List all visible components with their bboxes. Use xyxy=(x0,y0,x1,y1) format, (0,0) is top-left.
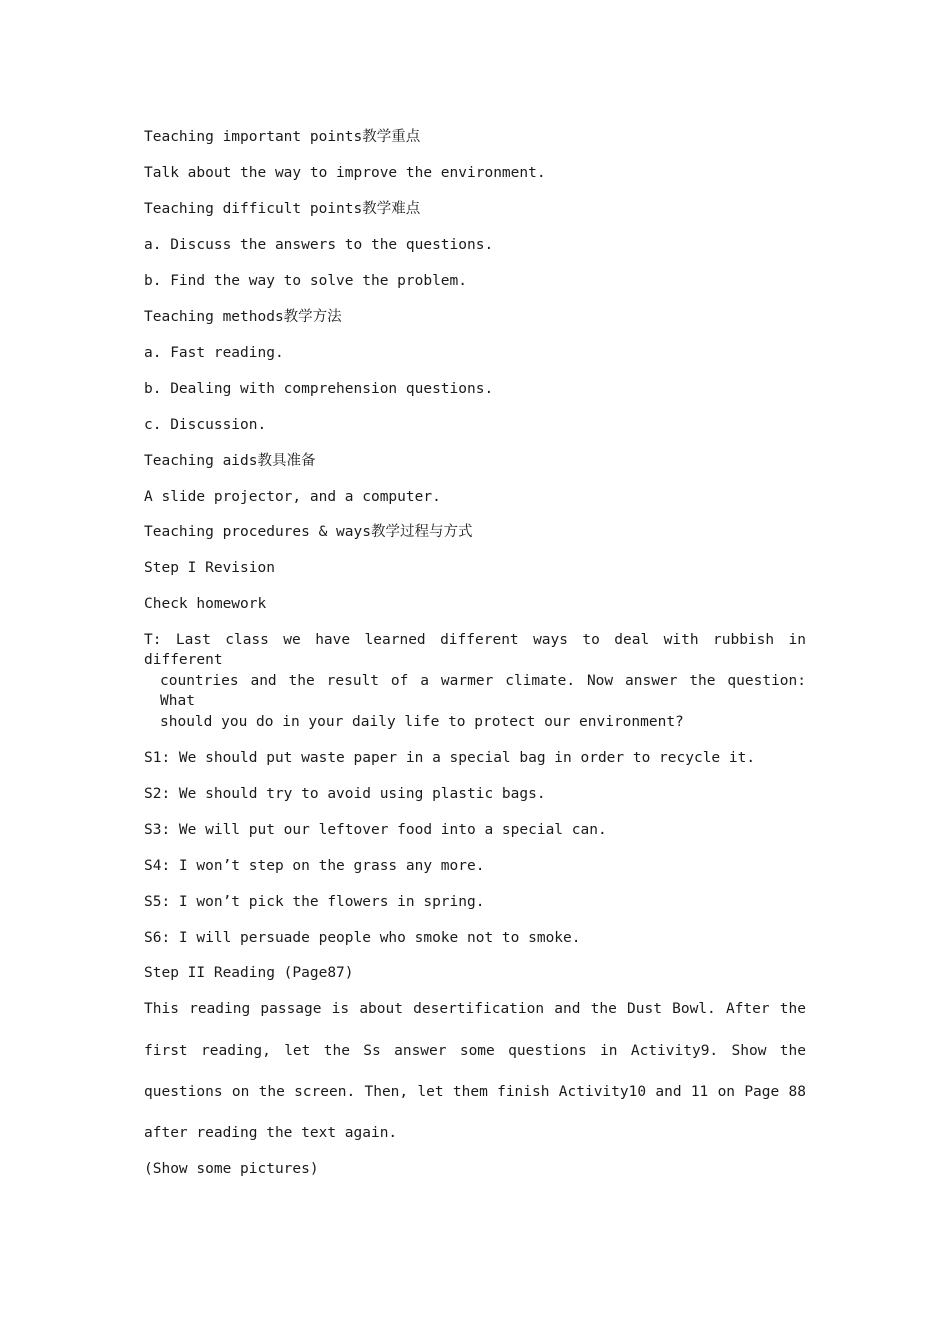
paragraph-line: questions on the screen. Then, let them finish Activity10 and 11 on Page 88 xyxy=(144,1084,806,1100)
step-heading: Step II Reading (Page87) xyxy=(144,965,354,981)
dialogue-line: S6: I will persuade people who smoke not to smoke. xyxy=(144,930,581,946)
list-item: a. Fast reading. xyxy=(144,345,284,361)
paragraph-line: countries and the result of a warmer climate. Now answer the question: What xyxy=(160,673,806,709)
paragraph-line: This reading passage is about desertification and the Dust Bowl. After the xyxy=(144,1001,806,1017)
list-item: b. Dealing with comprehension questions. xyxy=(144,381,494,397)
heading-aids: Teaching aids教具准备 xyxy=(144,453,316,469)
text-line: Check homework xyxy=(144,596,267,612)
heading-procedures: Teaching procedures & ways教学过程与方式 xyxy=(144,524,473,540)
text-line: (Show some pictures) xyxy=(144,1161,319,1177)
paragraph-line: first reading, let the Ss answer some questions in Activity9. Show the xyxy=(144,1043,806,1059)
dialogue-line: S3: We will put our leftover food into a special can. xyxy=(144,822,607,838)
dialogue-line: S1: We should put waste paper in a special bag in order to recycle it. xyxy=(144,750,756,766)
list-item: b. Find the way to solve the problem. xyxy=(144,273,468,289)
paragraph-line: should you do in your daily life to protect our environment? xyxy=(160,714,684,730)
heading-important-points: Teaching important points教学重点 xyxy=(144,129,421,145)
text-line: A slide projector, and a computer. xyxy=(144,489,441,505)
paragraph-line: T: Last class we have learned different ways to deal with rubbish in different xyxy=(144,632,806,668)
heading-difficult-points: Teaching difficult points教学难点 xyxy=(144,201,421,217)
list-item: a. Discuss the answers to the questions. xyxy=(144,237,494,253)
heading-methods: Teaching methods教学方法 xyxy=(144,309,342,325)
dialogue-line: S5: I won’t pick the flowers in spring. xyxy=(144,894,485,910)
dialogue-line: S4: I won’t step on the grass any more. xyxy=(144,858,485,874)
list-item: c. Discussion. xyxy=(144,417,267,433)
paragraph-line: after reading the text again. xyxy=(144,1125,398,1141)
dialogue-line: S2: We should try to avoid using plastic bags. xyxy=(144,786,546,802)
text-line: Talk about the way to improve the environment. xyxy=(144,165,546,181)
step-heading: Step I Revision xyxy=(144,560,275,576)
